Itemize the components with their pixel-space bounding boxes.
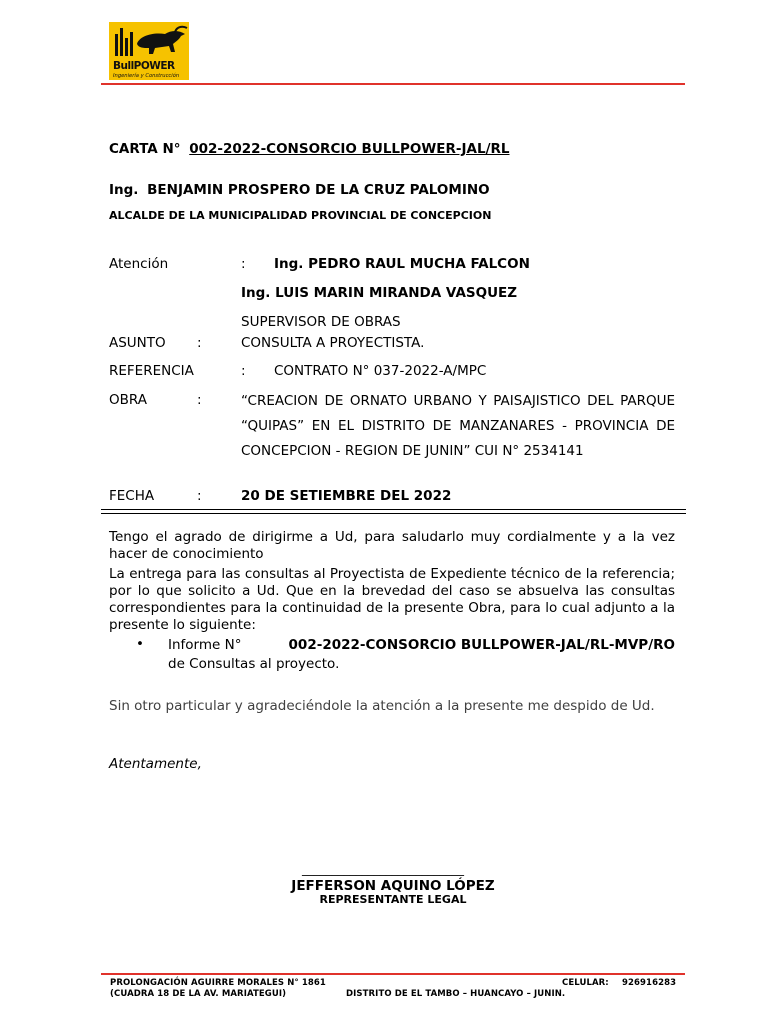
atencion-name-1: Ing. PEDRO RAUL MUCHA FALCON (274, 256, 530, 272)
signer-name: JEFFERSON AQUINO LÓPEZ (291, 878, 495, 894)
logo-brand: BullPOWER (113, 60, 175, 72)
section-rule-top (101, 509, 686, 510)
section-rule-bottom (101, 513, 686, 514)
obra-colon: : (197, 392, 202, 408)
body-paragraph-2: La entrega para las consultas al Proyectista de Expediente técnico de la referencia; por lo que solicito a Ud. Que en la brevedad del caso se absuelva las consultas correspondientes para la continuidad de la presente Obra, para lo cual adjunto a la presente lo siguiente: (109, 566, 675, 633)
obra-value: “CREACION DE ORNATO URBANO Y PAISAJISTICO DEL PARQUE “QUIPAS” EN EL DISTRITO DE MANZANARES - PROVINCIA DE CONCEPCION - REGION DE JUNIN” CUI N° 2534141 (241, 393, 675, 459)
referencia-colon: : (241, 363, 246, 379)
recipient-name: BENJAMIN PROSPERO DE LA CRUZ PALOMINO (147, 182, 490, 198)
referencia-label: REFERENCIA (109, 363, 194, 379)
header-divider (101, 83, 685, 85)
referencia-value: CONTRATO N° 037-2022-A/MPC (274, 363, 487, 379)
bullet-prefix: Informe N° (168, 637, 242, 653)
carta-label: CARTA N° (109, 141, 181, 157)
carta-heading (109, 141, 510, 158)
atencion-colon: : (241, 256, 246, 272)
asunto-value: CONSULTA A PROYECTISTA. (241, 335, 425, 351)
fecha-value: 20 DE SETIEMBRE DEL 2022 (241, 488, 452, 504)
atencion-name-2: Ing. LUIS MARIN MIRANDA VASQUEZ (241, 285, 518, 301)
bull-icon (109, 22, 189, 62)
company-logo (109, 22, 189, 80)
asunto-label: ASUNTO (109, 335, 166, 351)
fecha-colon: : (197, 488, 202, 504)
atencion-role: SUPERVISOR DE OBRAS (241, 314, 401, 330)
recipient-line (109, 182, 490, 199)
asunto-colon: : (197, 335, 202, 351)
footer-district: DISTRITO DE EL TAMBO – HUANCAYO – JUNIN. (346, 989, 566, 999)
bullet-marker: • (136, 636, 144, 652)
atentamente: Atentamente, (109, 756, 202, 772)
bullet-line (168, 637, 675, 654)
footer-phone: 926916283 (622, 978, 677, 988)
footer-divider (101, 973, 685, 975)
signer-role: REPRESENTANTE LEGAL (319, 893, 467, 906)
recipient-prefix: Ing. (109, 182, 139, 198)
footer-phone-label: CELULAR: (562, 978, 609, 988)
footer-address-2: (CUADRA 18 DE LA AV. MARIATEGUI) (110, 989, 287, 999)
recipient-title: ALCALDE DE LA MUNICIPALIDAD PROVINCIAL DE CONCEPCION (109, 209, 492, 222)
footer-address-1: PROLONGACIÓN AGUIRRE MORALES N° 1861 (110, 978, 326, 988)
atencion-label: Atención (109, 256, 169, 272)
carta-number: 002-2022-CONSORCIO BULLPOWER-JAL/RL (189, 141, 510, 157)
bullet-suffix: de Consultas al proyecto. (168, 656, 340, 672)
logo-tagline: Ingeniería y Construcción (113, 73, 180, 79)
closing-paragraph: Sin otro particular y agradeciéndole la atención a la presente me despido de Ud. (109, 698, 655, 714)
body-paragraph-1: Tengo el agrado de dirigirme a Ud, para saludarlo muy cordialmente y a la vez hacer de conocimiento (109, 529, 675, 562)
bullet-report-number: 002-2022-CONSORCIO BULLPOWER-JAL/RL-MVP/RO (288, 637, 675, 653)
fecha-label: FECHA (109, 488, 155, 504)
obra-label: OBRA (109, 392, 147, 408)
signature-line: ___________________________ (302, 862, 464, 876)
